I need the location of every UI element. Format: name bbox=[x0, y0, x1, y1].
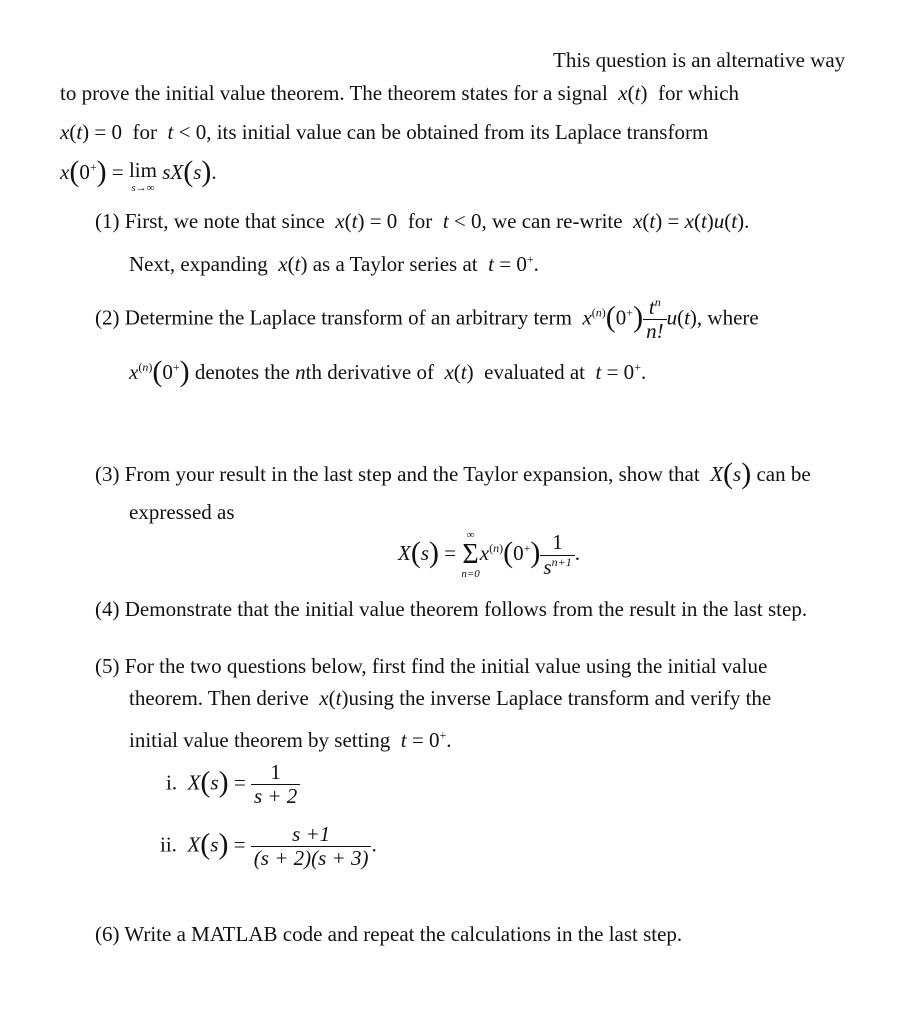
item-i-fraction bbox=[251, 761, 300, 808]
part2-text-a: Determine the Laplace transform of an arbitrary term bbox=[124, 305, 572, 330]
intro-line-3-text: , its initial value can be obtained from its Laplace transform bbox=[206, 120, 709, 144]
part2-line2-a: denotes the bbox=[194, 360, 290, 384]
limit-subscript: s→∞ bbox=[131, 182, 155, 194]
part6-number: (6) bbox=[95, 922, 120, 946]
part5-line3-a: initial value theorem by setting bbox=[129, 728, 391, 752]
item-i-denominator: s + 2 bbox=[253, 784, 298, 809]
part1-text-c: , we can re-write bbox=[481, 209, 623, 233]
part5-item-ii: ii. X(s) = $\frac{s +1}{(s + 2)(s + 3)}$ . bbox=[160, 822, 377, 871]
part3-line-1: (3) From your result in the last step and the Taylor expansion, show that X(s) can be bbox=[95, 457, 811, 490]
intro-line-3-for: for bbox=[132, 120, 158, 144]
part5-line2-a: theorem. Then derive bbox=[129, 686, 309, 710]
part3-number: (3) bbox=[95, 462, 120, 486]
series-formula: X(s) = ∞ Σ n=0 $x^{(n)}(0^+)$ $\frac{1}{s^{n+1}}$ . bbox=[398, 529, 580, 580]
intro-line-2: to prove the initial value theorem. The theorem states for a signal x(t) for which bbox=[60, 81, 740, 105]
part3-line-2: expressed as bbox=[129, 500, 235, 524]
part1-line2-a: Next, expanding bbox=[129, 252, 268, 276]
part1-line-1: (1) First, we note that since x(t) = 0 for t < 0, we can re-write x(t) = x(t)u(t). bbox=[95, 209, 750, 233]
part5-line2-b: using the inverse Laplace transform and verify the bbox=[348, 686, 772, 710]
part2-text-b: , where bbox=[696, 305, 759, 330]
part1-number: (1) bbox=[95, 209, 120, 233]
part2-n: n bbox=[295, 360, 306, 384]
part6-text: Write a MATLAB code and repeat the calculations in the last step. bbox=[124, 922, 683, 946]
intro-line-3: x(t) = 0 for t < 0, its initial value can be obtained from its Laplace transform bbox=[60, 120, 709, 144]
limit-operator: lim s→∞ bbox=[128, 158, 157, 194]
part5-number: (5) bbox=[95, 654, 120, 678]
series-fraction: $\frac{1}{s^{n+1}}$ bbox=[540, 531, 574, 578]
part2-line2-b: th derivative of bbox=[305, 360, 434, 384]
item-i-numerator: 1 bbox=[251, 761, 300, 785]
part2-line2-c: evaluated at bbox=[484, 360, 585, 384]
part5-line-3: initial value theorem by setting t = 0+. bbox=[129, 728, 452, 752]
part2-line-1: (2) Determine the Laplace transform of an arbitrary term $x^{(n)}(0^+)$ $\frac{t^n}{n!}$ u(t), where bbox=[95, 295, 759, 344]
sum-lower-limit: n=0 bbox=[461, 568, 480, 580]
taylor-term-fraction: $\frac{t^n}{n!}$ bbox=[643, 296, 667, 343]
part6-line bbox=[95, 922, 682, 947]
part1-text-a: First, we note that since bbox=[124, 209, 325, 233]
part5-line-2: theorem. Then derive x(t)using the inverse Laplace transform and verify the bbox=[129, 686, 772, 710]
part4-text: Demonstrate that the initial value theorem follows from the result in the last step. bbox=[124, 597, 808, 621]
part5-item-i: i. X(s) = $\frac{1}{s + 2}$ bbox=[166, 761, 300, 808]
item-i-label: i. bbox=[166, 770, 178, 795]
part2-line-2: $x^{(n)}(0^+)$ denotes the nth derivative of x(t) evaluated at t = 0+. bbox=[129, 355, 647, 388]
item-ii-label: ii. bbox=[160, 832, 177, 857]
part5-line1: For the two questions below, first find the initial value using the initial value bbox=[124, 654, 768, 678]
item-ii-numerator: s +1 bbox=[251, 823, 372, 847]
sum-operator: ∞ Σ n=0 bbox=[461, 529, 480, 580]
part4-number: (4) bbox=[95, 597, 120, 621]
part5-line-1 bbox=[95, 654, 767, 679]
item-ii-fraction bbox=[251, 823, 372, 870]
part3-text-b: can be bbox=[756, 462, 811, 486]
item-ii-denominator: (s + 2)(s + 3) bbox=[253, 846, 369, 871]
part1-text-b: for bbox=[407, 209, 433, 233]
intro-line-2-end: for which bbox=[657, 81, 740, 105]
part2-number: (2) bbox=[95, 305, 120, 330]
part1-line2-b: as a Taylor series at bbox=[312, 252, 478, 276]
intro-line-2-text: to prove the initial value theorem. The theorem states for a signal bbox=[60, 81, 608, 105]
part4-line bbox=[95, 597, 807, 622]
intro-limit-formula: x(0+) = lim s→∞ sX(s). bbox=[60, 155, 217, 194]
part1-line-2: Next, expanding x(t) as a Taylor series at t = 0+. bbox=[129, 252, 539, 276]
intro-line-1: This question is an alternative way bbox=[553, 48, 846, 72]
sum-upper-limit: ∞ bbox=[466, 529, 475, 541]
part3-text-a: From your result in the last step and the Taylor expansion, show that bbox=[124, 462, 700, 486]
